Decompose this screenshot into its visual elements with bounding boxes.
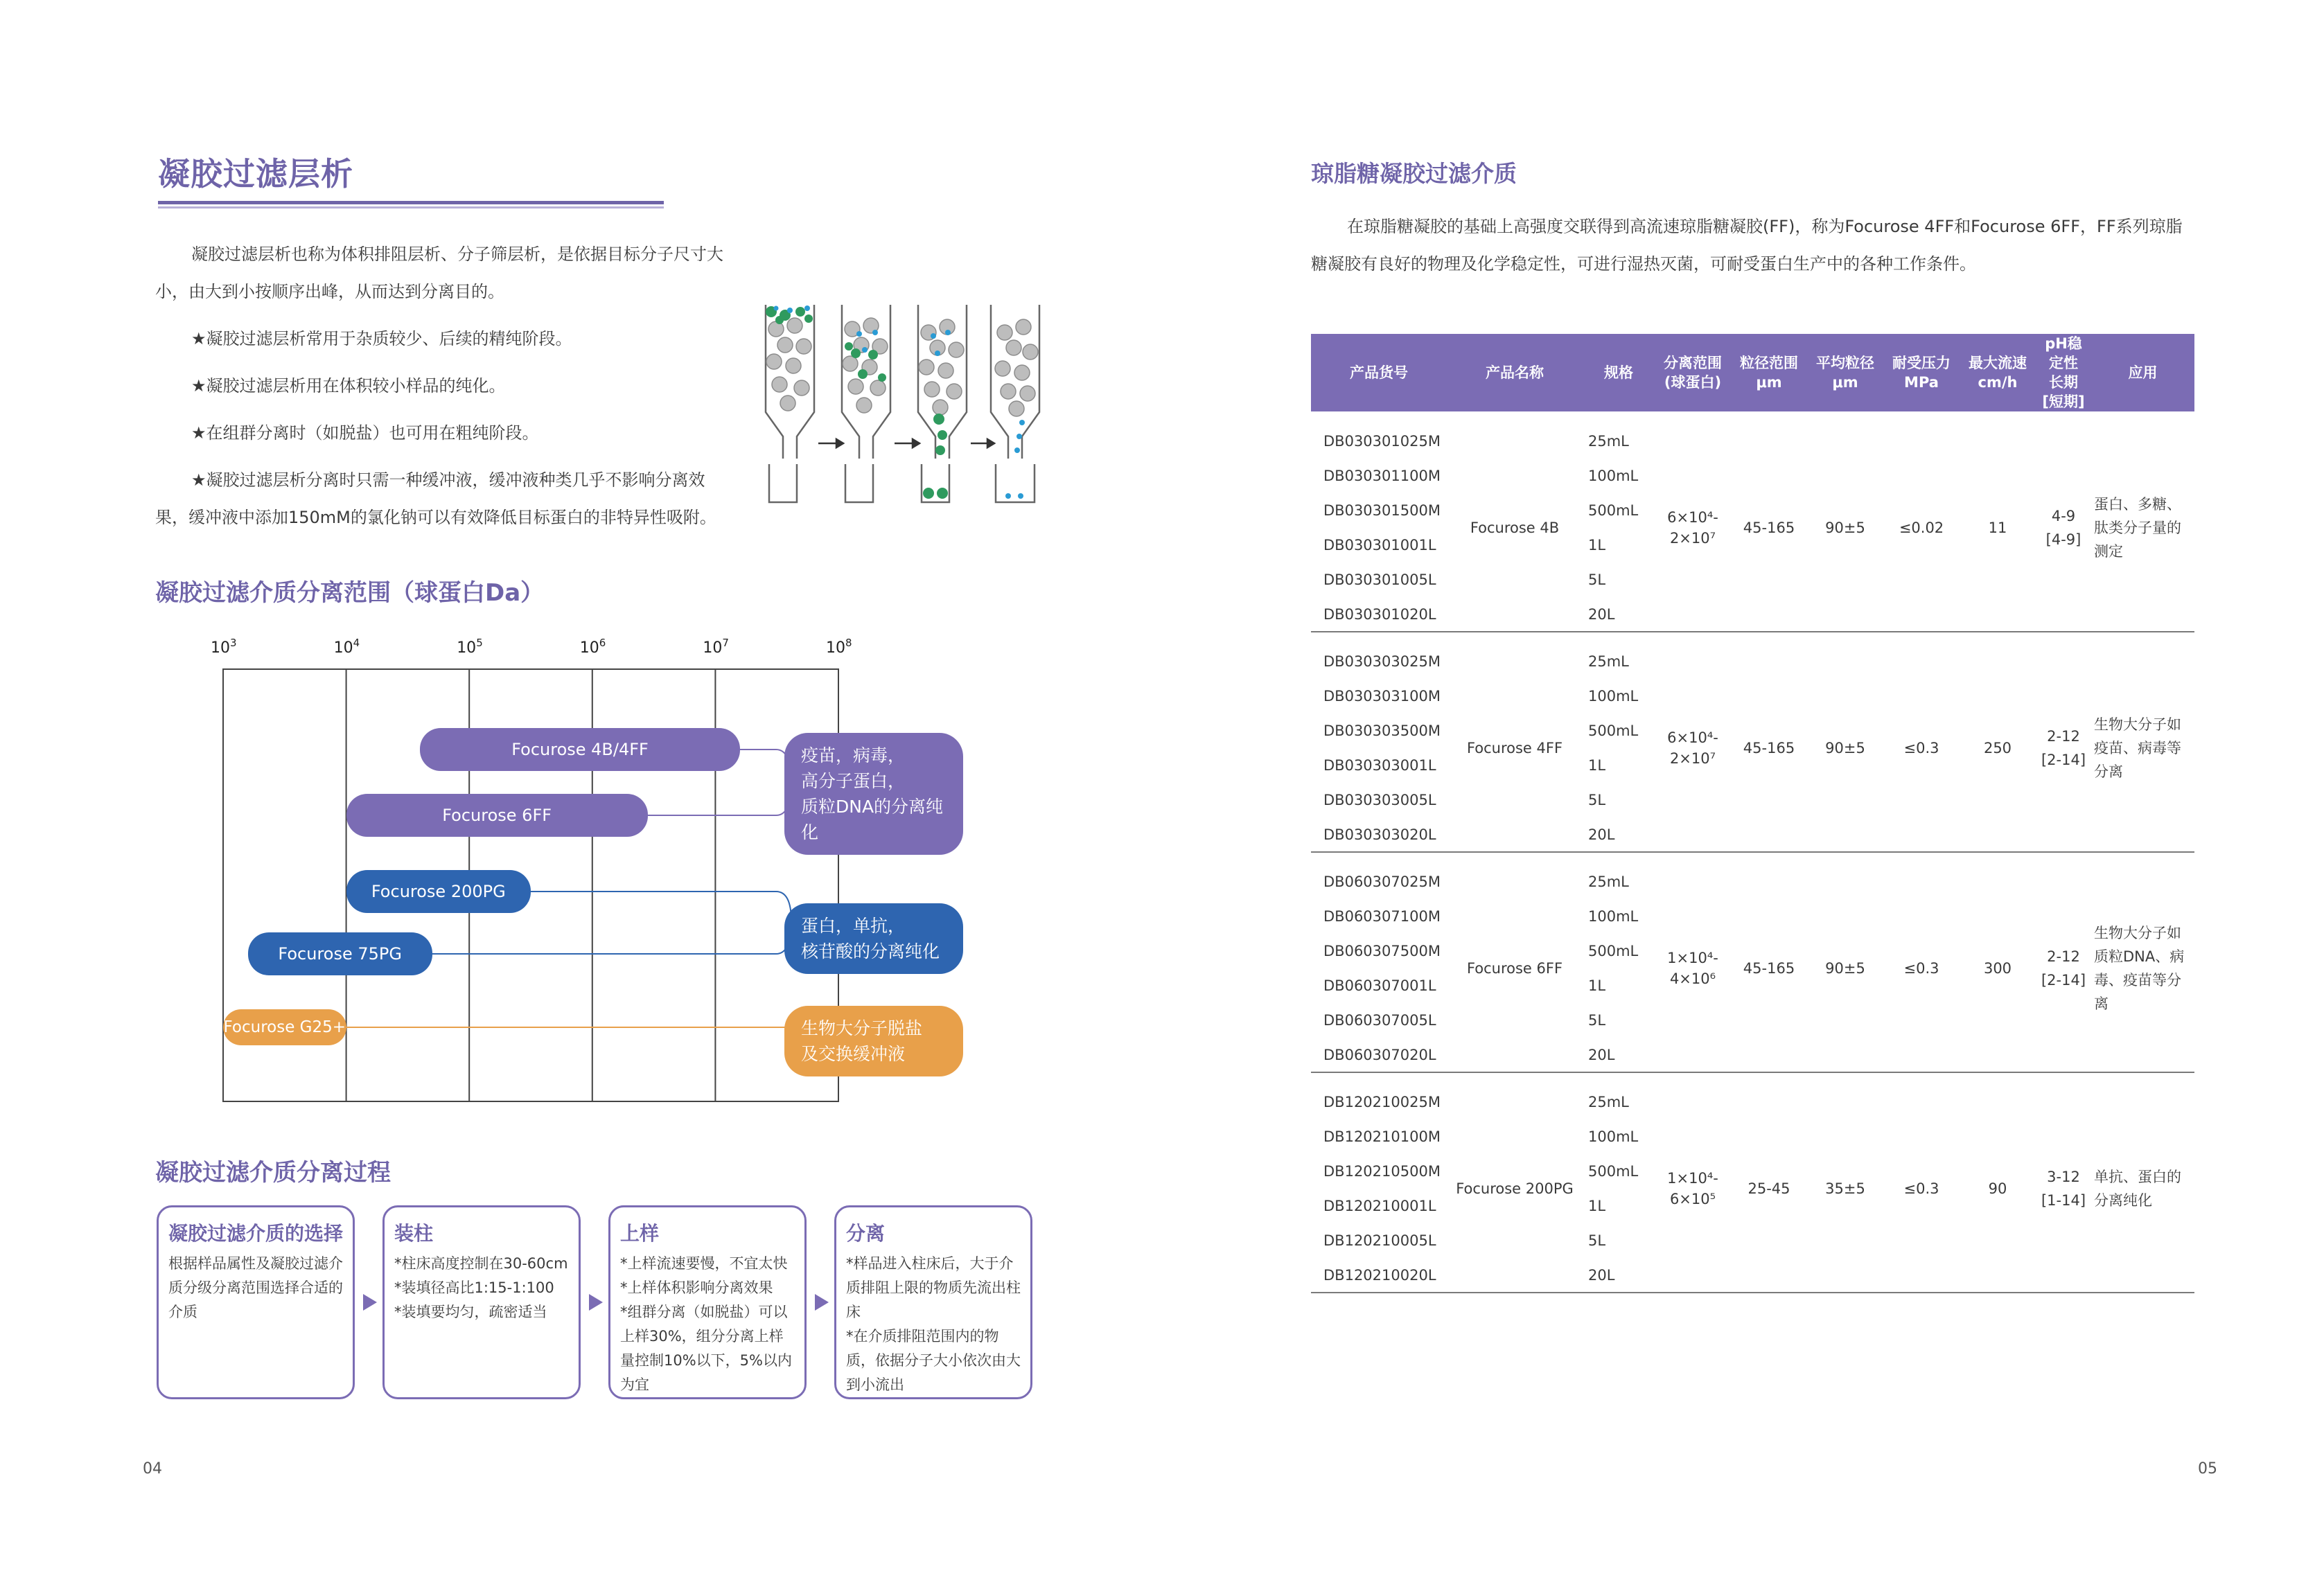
product-name: Focurose 4FF <box>1447 644 1583 852</box>
product-code: DB060307005L <box>1323 1012 1436 1029</box>
bullet-group-separation: ★在组群分离时（如脱盐）也可用在粗纯阶段。 <box>191 423 539 443</box>
pressure-limit: ≤0.3 <box>1883 1085 1960 1293</box>
ph-stability: 3-12 [1-14] <box>2036 1085 2091 1293</box>
average-particle: 90±5 <box>1807 865 1883 1072</box>
product-code: DB030301100M <box>1323 468 1441 484</box>
product-size: 100mL <box>1588 908 1639 925</box>
product-code: DB120210025M <box>1323 1094 1441 1110</box>
chart-tick-label: $10^8$ <box>826 637 852 657</box>
product-code: DB120210001L <box>1323 1198 1436 1214</box>
table-header-cell: 分离范围 (球蛋白) <box>1655 334 1731 411</box>
product-code: DB030301500M <box>1323 502 1441 519</box>
process-step-title: 凝胶过滤介质的选择 <box>168 1222 344 1245</box>
process-arrow-icon <box>815 1294 829 1311</box>
chart-tick-label: $10^6$ <box>579 637 606 657</box>
agarose-intro: 在琼脂糖凝胶的基础上高强度交联得到高流速琼脂糖凝胶(FF)，称为Focurose 4FF和Focurose 6FF，FF系列琼脂糖凝胶有良好的物理及化学稳定性，可进行湿热灭菌，可耐受蛋白生产中的各种工作条件。 <box>1311 217 2183 274</box>
range-bar-focurose-6ff: Focurose 6FF <box>346 794 648 837</box>
process-step-select-media <box>157 1205 355 1399</box>
product-code: DB030301005L <box>1323 571 1436 588</box>
chart-tick-label: $10^3$ <box>211 637 237 657</box>
range-bar-focurose-200pg: Focurose 200PG <box>346 870 531 913</box>
bullet-buffer: ★凝胶过滤层析分离时只需一种缓冲液，缓冲液种类几乎不影响分离效果，缓冲液中添加150mM的氯化钠可以有效降低目标蛋白的非特异性吸附。 <box>155 470 716 527</box>
product-code: DB120210100M <box>1323 1128 1441 1145</box>
process-arrow-icon <box>589 1294 603 1311</box>
process-step-text: *柱床高度控制在30-60cm *装填径高比1:15-1:100 *装填要均匀，疏密适当 <box>394 1255 568 1320</box>
average-particle: 90±5 <box>1807 424 1883 632</box>
table-header-cell: pH稳定性 长期[短期] <box>2036 334 2091 411</box>
table-header-cell: 规格 <box>1583 334 1655 411</box>
page-title: 凝胶过滤层析 <box>158 155 353 193</box>
table-row <box>1311 644 2194 679</box>
product-size: 25mL <box>1588 433 1629 450</box>
product-size: 5L <box>1588 792 1606 808</box>
process-step-loading <box>608 1205 807 1399</box>
table-header-cell: 应用 <box>2091 334 2194 411</box>
ph-stability: 2-12 [2-14] <box>2036 865 2091 1072</box>
product-size: 1L <box>1588 757 1606 774</box>
average-particle: 90±5 <box>1807 644 1883 852</box>
product-size: 1L <box>1588 537 1606 553</box>
process-step-text: 根据样品属性及凝胶过滤介质分级分离范围选择合适的介质 <box>168 1255 343 1320</box>
product-code: DB030301025M <box>1323 433 1441 450</box>
process-step-packing <box>382 1205 581 1399</box>
pressure-limit: ≤0.02 <box>1883 424 1960 632</box>
product-size: 5L <box>1588 571 1606 588</box>
range-bar-focurose-75pg: Focurose 75PG <box>248 932 432 975</box>
column-elution-illustration <box>752 277 1043 506</box>
note-line: 高分子蛋白， <box>801 771 906 791</box>
max-flow: 90 <box>1960 1085 2036 1293</box>
application: 生物大分子如质粒DNA、病毒、疫苗等分离 <box>2091 865 2194 1072</box>
chart-tick-label: $10^7$ <box>703 637 729 657</box>
product-code: DB060307100M <box>1323 908 1441 925</box>
pressure-limit: ≤0.3 <box>1883 644 1960 852</box>
table-row <box>1311 1085 2194 1119</box>
table-header-cell: 产品货号 <box>1311 334 1447 411</box>
range-note-2 <box>784 1006 963 1076</box>
product-size: 25mL <box>1588 1094 1629 1110</box>
process-step-title: 上样 <box>620 1222 660 1245</box>
product-code: DB030303001L <box>1323 757 1436 774</box>
table-header-cell: 最大流速 cm/h <box>1960 334 2036 411</box>
product-name: Focurose 4B <box>1447 424 1583 632</box>
product-size: 20L <box>1583 817 1655 852</box>
product-code: DB060307001L <box>1323 977 1436 994</box>
product-code: DB060307020L <box>1311 1038 1447 1072</box>
product-code: DB060307025M <box>1323 874 1441 890</box>
product-size: 100mL <box>1588 468 1639 484</box>
separation-range: 6×10⁴- 2×10⁷ <box>1655 424 1731 632</box>
product-size: 5L <box>1588 1012 1606 1029</box>
note-line: 质粒DNA的分离纯化 <box>801 797 944 842</box>
process-arrow-icon <box>363 1294 377 1311</box>
table-header-cell: 平均粒径 μm <box>1807 334 1883 411</box>
product-code: DB030301001L <box>1323 537 1436 553</box>
table-row <box>1311 424 2194 459</box>
product-size: 20L <box>1583 597 1655 632</box>
ph-stability: 4-9 [4-9] <box>2036 424 2091 632</box>
process-step-title: 装柱 <box>394 1222 434 1245</box>
particle-range: 45-165 <box>1731 644 1807 852</box>
product-code: DB030303025M <box>1323 653 1441 670</box>
separation-range-chart <box>201 623 998 1122</box>
separation-range: 6×10⁴- 2×10⁷ <box>1655 644 1731 852</box>
application: 单抗、蛋白的分离纯化 <box>2091 1085 2194 1293</box>
chart-tick-label: $10^4$ <box>333 637 360 657</box>
max-flow: 300 <box>1960 865 2036 1072</box>
bullet-small-volume: ★凝胶过滤层析用在体积较小样品的纯化。 <box>191 376 506 396</box>
product-size: 500mL <box>1588 943 1639 959</box>
product-size: 100mL <box>1588 688 1639 704</box>
product-code: DB030301020L <box>1311 597 1447 632</box>
particle-range: 45-165 <box>1731 865 1807 1072</box>
product-size: 1L <box>1588 1198 1606 1214</box>
product-code: DB030303500M <box>1323 722 1441 739</box>
product-name: Focurose 6FF <box>1447 865 1583 1072</box>
product-size: 500mL <box>1588 1163 1639 1180</box>
range-note-1 <box>784 903 963 974</box>
product-size: 25mL <box>1588 653 1629 670</box>
application: 生物大分子如疫苗、病毒等分离 <box>2091 644 2194 852</box>
product-size: 500mL <box>1588 502 1639 519</box>
intro-text <box>155 236 737 536</box>
chart-tick-label: $10^5$ <box>457 637 483 657</box>
title-underline <box>158 201 664 204</box>
range-bar-focurose-g25-: Focurose G25+ <box>223 1009 346 1045</box>
range-note-0 <box>784 733 963 855</box>
product-size: 500mL <box>1588 722 1639 739</box>
process-flow <box>157 1205 1044 1406</box>
separation-range-heading: 凝胶过滤介质分离范围（球蛋白Da） <box>155 579 545 607</box>
separation-range: 1×10⁴- 6×10⁵ <box>1655 1085 1731 1293</box>
max-flow: 250 <box>1960 644 2036 852</box>
table-header-row <box>1311 334 2194 411</box>
table-row <box>1311 865 2194 899</box>
note-line: 及交换缓冲液 <box>801 1044 906 1064</box>
product-size: 20L <box>1583 1258 1655 1293</box>
average-particle: 35±5 <box>1807 1085 1883 1293</box>
product-code: DB120210500M <box>1323 1163 1441 1180</box>
product-size: 100mL <box>1588 1128 1639 1145</box>
application: 蛋白、多糖、肽类分子量的测定 <box>2091 424 2194 632</box>
note-line: 蛋白，单抗， <box>801 916 906 936</box>
particle-range: 25-45 <box>1731 1085 1807 1293</box>
table-header-cell: 粒径范围 μm <box>1731 334 1807 411</box>
product-size: 5L <box>1588 1232 1606 1249</box>
note-line: 生物大分子脱盐 <box>801 1018 923 1038</box>
product-table <box>1311 334 2194 1293</box>
bullet-cleanup: ★凝胶过滤层析常用于杂质较少、后续的精纯阶段。 <box>191 329 572 348</box>
ph-stability: 2-12 [2-14] <box>2036 644 2091 852</box>
pressure-limit: ≤0.3 <box>1883 865 1960 1072</box>
product-code: DB060307500M <box>1323 943 1441 959</box>
product-size: 25mL <box>1588 874 1629 890</box>
range-bar-focurose-4b-4ff: Focurose 4B/4FF <box>420 728 740 771</box>
product-size: 1L <box>1588 977 1606 994</box>
product-code: DB030303020L <box>1311 817 1447 852</box>
separation-range: 1×10⁴- 4×10⁶ <box>1655 865 1731 1072</box>
agarose-section-title: 琼脂糖凝胶过滤介质 <box>1311 160 1517 187</box>
max-flow: 11 <box>1960 424 2036 632</box>
title-underline-shadow <box>158 206 664 209</box>
particle-range: 45-165 <box>1731 424 1807 632</box>
process-step-text: *样品进入柱床后，大于介质排阻上限的物质先流出柱床 *在介质排阻范围内的物质，依据分子大小依次由大到小流出 <box>846 1255 1021 1393</box>
process-step-separation <box>834 1205 1032 1399</box>
note-line: 核苷酸的分离纯化 <box>801 941 940 961</box>
table-header-cell: 产品名称 <box>1447 334 1583 411</box>
product-code: DB030303100M <box>1323 688 1441 704</box>
page-number-left: 04 <box>143 1460 162 1478</box>
product-size: 20L <box>1583 1038 1655 1072</box>
product-code: DB120210005L <box>1323 1232 1436 1249</box>
intro-paragraph: 凝胶过滤层析也称为体积排阻层析、分子筛层析，是依据目标分子尺寸大小，由大到小按顺序出峰，从而达到分离目的。 <box>155 245 723 301</box>
process-step-title: 分离 <box>846 1222 886 1245</box>
note-line: 疫苗，病毒， <box>801 745 906 765</box>
product-code: DB120210020L <box>1311 1258 1447 1293</box>
table-header-cell: 耐受压力 MPa <box>1883 334 1960 411</box>
process-heading: 凝胶过滤介质分离过程 <box>155 1159 391 1187</box>
page-number-right: 05 <box>2198 1460 2217 1478</box>
process-step-text: *上样流速要慢，不宜太快 *上样体积影响分离效果 *组群分离（如脱盐）可以上样30%，组分分离上样量控制10%以下，5%以内为宜 <box>620 1255 792 1393</box>
product-name: Focurose 200PG <box>1447 1085 1583 1293</box>
product-code: DB030303005L <box>1323 792 1436 808</box>
